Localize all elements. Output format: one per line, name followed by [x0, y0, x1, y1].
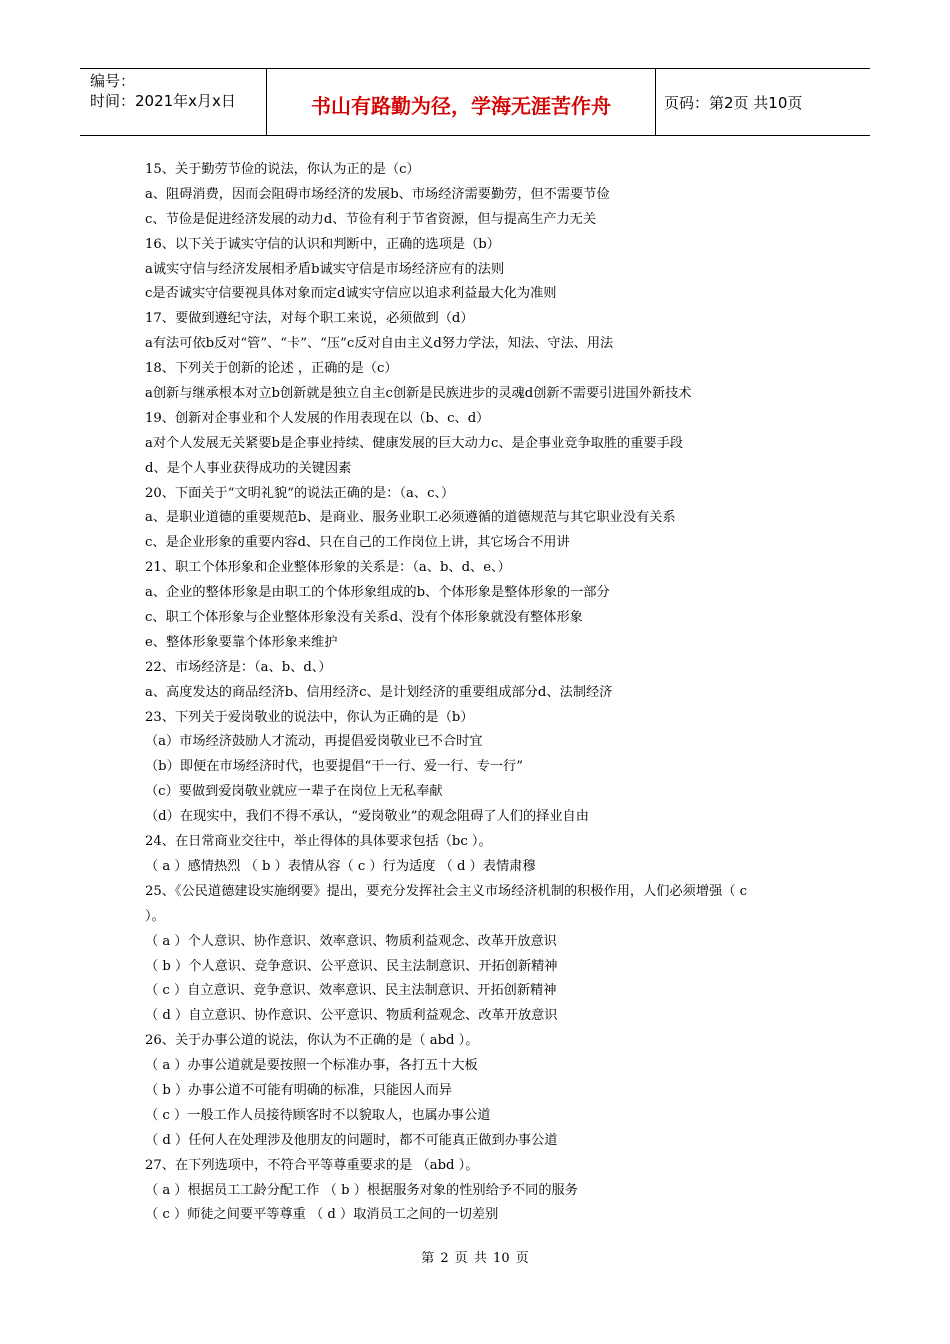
- text-line: 23、下列关于爱岗敬业的说法中，你认为正确的是（b）: [145, 709, 474, 725]
- text-line: 18、下列关于创新的论述 ，正确的是（c）: [145, 361, 398, 377]
- header-motto-cell: [267, 68, 656, 136]
- text-line: a、阻碍消费，因而会阻碍市场经济的发展b、市场经济需要勤劳，但不需要节俭: [145, 186, 610, 202]
- text-line: 15、关于勤劳节俭的说法，你认为正的是（c）: [145, 162, 420, 177]
- date-line: 时间：2021年x月x日: [90, 92, 236, 110]
- text-line: （ d ）自立意识、协作意识、公平意识、物质利益观念、改革开放意识: [145, 1008, 558, 1024]
- text-line: d、是个人事业获得成功的关键因素: [145, 460, 352, 476]
- text-line: 24、在日常商业交往中，举止得体的具体要求包括（bc ）。: [145, 834, 492, 850]
- text-line: a对个人发展无关紧要b是企事业持续、健康发展的巨大动力c、是企事业竞争取胜的重要手段: [145, 435, 683, 451]
- text-line: a诚实守信与经济发展相矛盾b诚实守信是市场经济应有的法则: [145, 261, 505, 277]
- text-line: （ d ）任何人在处理涉及他朋友的问题时，都不可能真正做到办事公道: [145, 1132, 558, 1148]
- text-line: （ a ）个人意识、协作意识、效率意识、物质利益观念、改革开放意识: [145, 933, 557, 949]
- text-line: 22、市场经济是：（a、b、d、）: [145, 659, 332, 675]
- number-label: 编号：: [90, 72, 136, 90]
- header-info-cell: [80, 68, 267, 136]
- text-line: 27、在下列选项中，不符合平等尊重要求的是 （abd ）。: [145, 1157, 479, 1173]
- text-line: a、是职业道德的重要规范b、是商业、服务业职工必须遵循的道德规范与其它职业没有关系: [145, 510, 676, 526]
- header-bottom-rule: [80, 135, 870, 136]
- text-line: （c）要做到爱岗敬业就应一辈子在岗位上无私奉献: [145, 784, 443, 800]
- text-line: （a）市场经济鼓励人才流动，再提倡爱岗敬业已不合时宜: [145, 734, 483, 750]
- text-line: （ a ）办事公道就是要按照一个标准办事，各打五十大板: [145, 1058, 478, 1074]
- text-line: （ c ）自立意识、竞争意识、效率意识、民主法制意识、开拓创新精神: [145, 983, 557, 999]
- document-body: [145, 158, 825, 1228]
- text-line: （d）在现实中，我们不得不承认，“爱岗敬业”的观念阻碍了人们的择业自由: [145, 809, 589, 825]
- header-page-cell: [656, 68, 870, 136]
- text-line: 19、创新对企事业和个人发展的作用表现在以（b、c、d）: [145, 410, 490, 426]
- page-header: [80, 68, 870, 136]
- text-line: c、职工个体形象与企业整体形象没有关系d、没有个体形象就没有整体形象: [145, 610, 583, 626]
- text-line: 16、以下关于诚实守信的认识和判断中，正确的选项是（b）: [145, 236, 500, 252]
- motto: 书山有路勤为径，学海无涯苦作舟: [311, 94, 611, 118]
- text-line: （ c ）一般工作人员接待顾客时不以貌取人，也属办事公道: [145, 1107, 491, 1123]
- text-line: 20、下面关于“文明礼貌”的说法正确的是：（a、c、）: [145, 485, 455, 501]
- text-line: （ b ）个人意识、竞争意识、公平意识、民主法制意识、开拓创新精神: [145, 958, 558, 974]
- text-line: a有法可依b反对“管”、“卡”、“压”c反对自由主义d努力学法，知法、守法、用法: [145, 336, 614, 352]
- text-line: a、高度发达的商品经济b、信用经济c、是计划经济的重要组成部分d、法制经济: [145, 684, 613, 700]
- text-line: c、是企业形象的重要内容d、只在自己的工作岗位上讲，其它场合不用讲: [145, 535, 570, 551]
- text-line: （ b ）办事公道不可能有明确的标准，只能因人而异: [145, 1082, 452, 1098]
- text-line: a、企业的整体形象是由职工的个体形象组成的b、个体形象是整体形象的一部分: [145, 585, 610, 601]
- text-line: （ a ）根据员工工龄分配工作 （ b ）根据服务对象的性别给予不同的服务: [145, 1182, 578, 1198]
- text-line: 26、关于办事公道的说法，你认为不正确的是（ abd ）。: [145, 1033, 479, 1049]
- page-info: 页码：第2页 共10页: [664, 94, 803, 112]
- text-line: c、节俭是促进经济发展的动力d、节俭有利于节省资源，但与提高生产力无关: [145, 211, 597, 227]
- text-line: 25、《公民道德建设实施纲要》提出，要充分发挥社会主义市场经济机制的积极作用，人们必须增强（ c: [145, 883, 748, 899]
- text-line: （b）即便在市场经济时代，也要提倡“干一行、爱一行、专一行”: [145, 759, 523, 775]
- text-line: （ c ）师徒之间要平等尊重 （ d ）取消员工之间的一切差别: [145, 1207, 499, 1223]
- text-line: c是否诚实守信要视具体对象而定d诚实守信应以追求利益最大化为准则: [145, 286, 557, 302]
- text-line: 17、要做到遵纪守法，对每个职工来说，必须做到（d）: [145, 311, 474, 327]
- text-line: ）。: [145, 908, 165, 924]
- text-line: a创新与继承根本对立b创新就是独立自主c创新是民族进步的灵魂d创新不需要引进国外新技术: [145, 386, 692, 402]
- text-line: e、整体形象要靠个体形象来维护: [145, 634, 338, 650]
- page-footer: 第 2 页 共 10 页: [421, 1251, 529, 1266]
- text-line: 21、职工个体形象和企业整体形象的关系是：（a、b、d、e、）: [145, 560, 511, 576]
- text-line: （ a ）感情热烈 （ b ）表情从容（ c ）行为适度 （ d ）表情肃穆: [145, 858, 536, 874]
